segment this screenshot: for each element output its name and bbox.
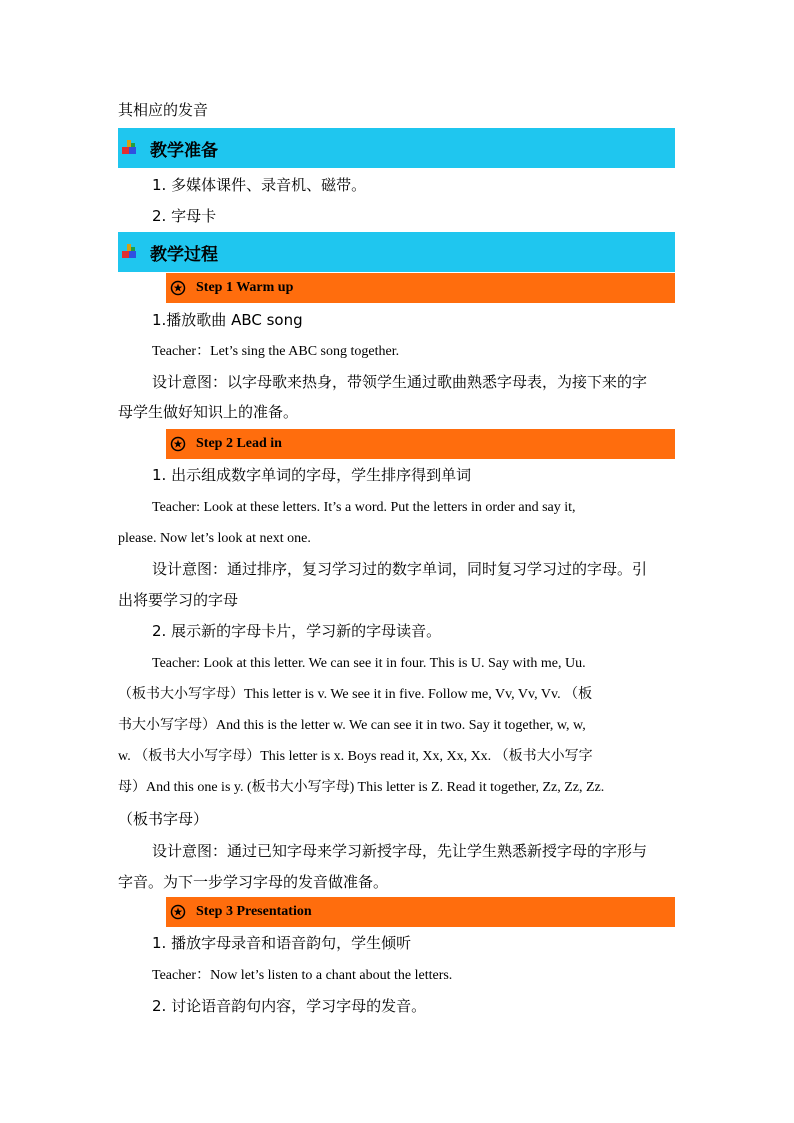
step1-line-3: 设计意图：以字母歌来热身，带领学生通过歌曲熟悉字母表，为接下来的字 xyxy=(152,373,648,391)
step2-line-11: 母）And this one is y. (板书大小写字母) This letter is Z. Read it together, Zz, Zz, Zz. xyxy=(118,780,605,795)
step3-line-2: Teacher：Now let’s listen to a chant about the letters. xyxy=(152,968,453,983)
section-header-process xyxy=(118,232,675,272)
step2-line-13: 设计意图：通过已知字母来学习新授字母，先让学生熟悉新授字母的字形与 xyxy=(152,842,648,860)
step2-line-2: Teacher: Look at these letters. It’s a word. Put the letters in order and say it, xyxy=(152,500,576,515)
step2-line-4: 设计意图：通过排序，复习学习过的数字单词，同时复习学习过的字母。引 xyxy=(152,560,648,578)
step2-line-3: please. Now let’s look at next one. xyxy=(118,531,311,546)
step2-line-10: w. （板书大小写字母）This letter is x. Boys read it, Xx, Xx, Xx. （板书大小写字 xyxy=(118,749,593,764)
step-title-2: Step 2 Lead in xyxy=(196,436,282,451)
step2-line-1: 1. 出示组成数字单词的字母，学生排序得到单词 xyxy=(152,466,472,484)
step2-line-5: 出将要学习的字母 xyxy=(118,591,239,609)
step1-line-4: 母学生做好知识上的准备。 xyxy=(118,403,299,421)
step-title-3: Step 3 Presentation xyxy=(196,904,312,919)
step2-line-6: 2. 展示新的字母卡片，学习新的字母读音。 xyxy=(152,622,442,640)
colorful-bullet-icon xyxy=(122,244,138,260)
step-header-1 xyxy=(166,273,675,303)
step2-line-8: （板书大小写字母）This letter is v. We see it in five. Follow me, Vv, Vv, Vv. （板 xyxy=(118,687,593,702)
step2-line-12: （板书字母） xyxy=(118,810,209,828)
step-header-2 xyxy=(166,429,675,459)
step-header-3 xyxy=(166,897,675,927)
step3-line-1: 1. 播放字母录音和语音韵句，学生倾听 xyxy=(152,934,412,952)
prep-item-1: 1. 多媒体课件、录音机、磁带。 xyxy=(152,176,367,194)
step1-line-1: 1.播放歌曲 ABC song xyxy=(152,311,303,329)
colorful-bullet-icon xyxy=(122,140,138,156)
star-circle-icon xyxy=(170,436,186,452)
prep-item-2: 2. 字母卡 xyxy=(152,207,217,225)
star-circle-icon xyxy=(170,904,186,920)
star-circle-icon xyxy=(170,280,186,296)
step2-line-9: 书大小写字母）And this is the letter w. We can see it in two. Say it together, w, w, xyxy=(118,718,586,733)
section-title-process: 教学过程 xyxy=(150,244,218,265)
intro-tail-text: 其相应的发音 xyxy=(118,101,209,119)
step2-line-7: Teacher: Look at this letter. We can see it in four. This is U. Say with me, Uu. xyxy=(152,656,586,671)
step2-line-14: 字音。为下一步学习字母的发音做准备。 xyxy=(118,873,389,891)
section-title-prep: 教学准备 xyxy=(150,140,218,161)
section-header-prep xyxy=(118,128,675,168)
step-title-1: Step 1 Warm up xyxy=(196,280,294,295)
step3-line-3: 2. 讨论语音韵句内容，学习字母的发音。 xyxy=(152,997,427,1015)
step1-line-2: Teacher：Let’s sing the ABC song together. xyxy=(152,344,400,359)
